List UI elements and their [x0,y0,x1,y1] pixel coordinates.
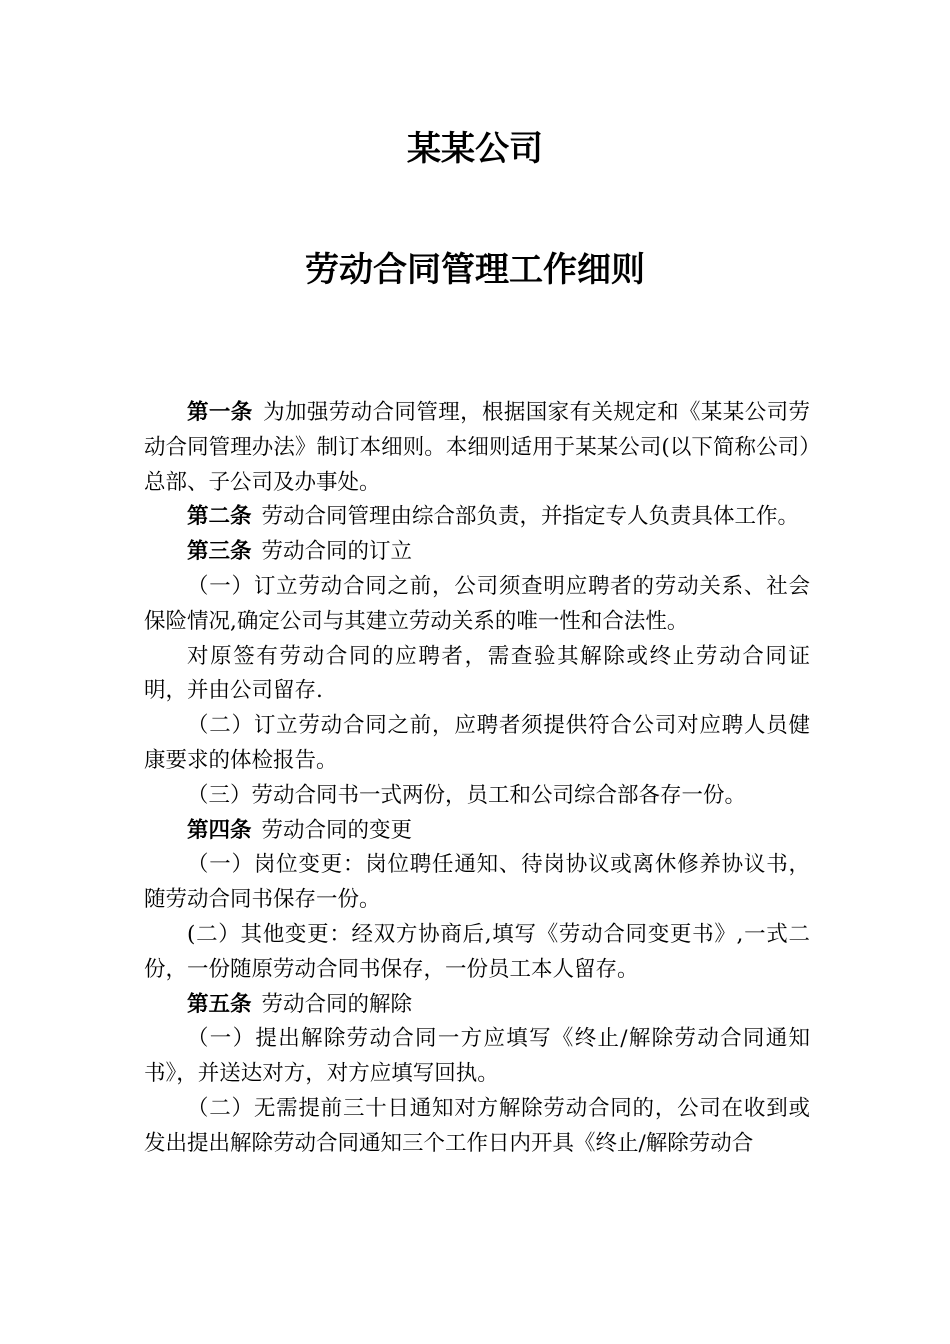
document-body [144,396,810,1162]
paragraph-text: （一）订立劳动合同之前，公司须查明应聘者的劳动关系、社会保险情况,确定公司与其建立劳动关系的唯一性和合法性。 [144,573,810,634]
paragraph-text: 劳动合同的订立 [261,539,413,565]
paragraph [144,918,810,988]
paragraph-text: 劳动合同管理由综合部负责，并指定专人负责具体工作。 [261,504,800,530]
paragraph [144,570,810,640]
paragraph-text: 对原签有劳动合同的应聘者，需查验其解除或终止劳动合同证明，并由公司留存. [144,643,810,704]
paragraph-text: 劳动合同的变更 [261,817,413,843]
paragraph [144,1092,810,1162]
company-name: 某某公司 [407,129,543,169]
paragraph-text: （一）岗位变更：岗位聘任通知、待岗协议或离休修养协议书，随劳动合同书保存一份。 [144,852,810,913]
paragraph-article-4 [144,814,810,849]
paragraph-article-1 [144,396,810,500]
article-label: 第一条 [187,400,253,425]
article-label: 第三条 [187,539,252,565]
paragraph-text: （二）订立劳动合同之前，应聘者须提供符合公司对应聘人员健康要求的体检报告。 [144,713,810,773]
paragraph [144,709,810,779]
paragraph-text: (二）其他变更：经双方协商后,填写《劳动合同变更书》,一式二份，一份随原劳动合同书保存，一份员工本人留存。 [144,921,810,982]
article-label: 第五条 [187,991,252,1017]
article-label: 第四条 [187,817,252,843]
paragraph-text: 劳动合同的解除 [261,991,413,1017]
paragraph [144,848,810,918]
paragraph-text: 为加强劳动合同管理，根据国家有关规定和《某某公司劳动合同管理办法》制订本细则。本细则适用于某某公司(以下简称公司）总部、子公司及办事处。 [144,400,810,495]
article-label: 第二条 [187,504,252,530]
paragraph [144,779,810,814]
paragraph-article-5 [144,988,810,1023]
document-title: 劳动合同管理工作细则 [305,250,645,290]
paragraph-article-3 [144,535,810,570]
paragraph-text: （一）提出解除劳动合同一方应填写《终止/解除劳动合同通知书》，并送达对方，对方应填写回执。 [144,1026,810,1087]
paragraph [144,640,810,710]
paragraph-article-2 [144,500,810,535]
paragraph-text: （二）无需提前三十日通知对方解除劳动合同的，公司在收到或发出提出解除劳动合同通知三个工作日内开具《终止/解除劳动合 [144,1095,810,1156]
paragraph [144,1022,810,1092]
paragraph-text: （三）劳动合同书一式两份，员工和公司综合部各存一份。 [187,782,747,808]
